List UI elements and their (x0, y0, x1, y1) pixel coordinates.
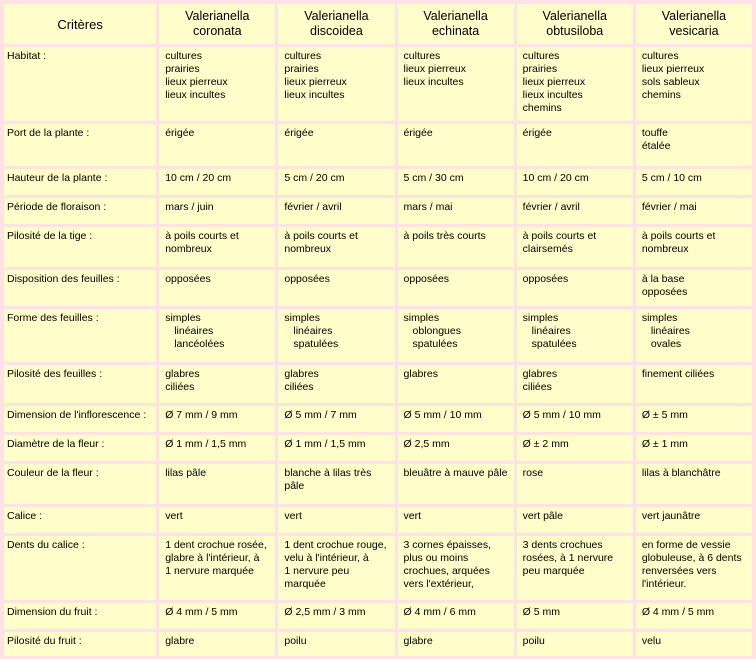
table-cell (517, 227, 633, 267)
table-cell (159, 309, 275, 362)
cell-line: mars / mai (403, 201, 453, 213)
cell-line: glabre à l'intérieur, à (165, 552, 260, 564)
cell-line: opposées (284, 273, 330, 285)
cell-line: vert (284, 510, 302, 522)
table-cell (159, 227, 275, 267)
table-cell (398, 124, 514, 166)
cell-line: à poils très courts (403, 230, 486, 242)
table-row (4, 124, 752, 166)
table-cell (398, 406, 514, 432)
cell-line: 1 dent crochue rosée, (165, 539, 267, 551)
cell-line: 10 cm / 20 cm (522, 172, 589, 184)
table-cell (517, 270, 633, 306)
criterion-label: Couleur de la fleur : (4, 464, 156, 504)
cell-line: vert (403, 510, 422, 522)
cell-line: ciliées (284, 381, 314, 393)
cell-line: simples (165, 312, 201, 324)
table-cell (159, 47, 275, 121)
table-cell (159, 536, 275, 600)
table-cell (636, 169, 752, 195)
criterion-label: Hauteur de la plante : (4, 169, 156, 195)
table-cell (517, 507, 633, 533)
cell-line: prairies (522, 63, 558, 75)
table-cell (517, 435, 633, 461)
table-row (4, 169, 752, 195)
table-cell (159, 270, 275, 306)
table-cell (636, 435, 752, 461)
table-cell (517, 198, 633, 224)
cell-line: lilas pâle (165, 467, 207, 479)
table-cell (636, 198, 752, 224)
table-row (4, 198, 752, 224)
criterion-label: Disposition des feuilles : (4, 270, 156, 306)
species-header: Valerianella obtusiloba (517, 4, 633, 44)
cell-line: lieux incultes (284, 89, 345, 101)
cell-line: simples (284, 312, 320, 324)
cell-line: glabres (522, 368, 558, 380)
cell-line: Ø 5 mm / 10 mm (522, 409, 601, 421)
table-cell (517, 47, 633, 121)
cell-line: érigée (165, 127, 195, 139)
cell-line: février / mai (641, 201, 697, 213)
criterion-label: Pilosité des feuilles : (4, 365, 156, 403)
cell-line: Ø ± 1 mm (641, 438, 688, 450)
cell-line: Ø 4 mm / 5 mm (165, 606, 238, 618)
cell-line: Ø 5 mm (522, 606, 561, 618)
cell-line: poilu (522, 635, 545, 647)
table-row (4, 435, 752, 461)
cell-line: lieux pierreux (284, 76, 347, 88)
cell-line: clairsemés (522, 243, 573, 255)
cell-line: à poils courts et (284, 230, 358, 242)
cell-line: touffe (641, 127, 668, 139)
cell-line: 5 cm / 30 cm (403, 172, 464, 184)
cell-line: ciliées (522, 381, 552, 393)
cell-line: linéaires (174, 325, 214, 337)
cell-line: étalée (641, 140, 671, 152)
table-cell (517, 406, 633, 432)
table-cell (278, 227, 394, 267)
cell-line: glabres (165, 368, 200, 380)
cell-line: cultures (284, 50, 322, 62)
cell-line: linéaires (293, 325, 333, 337)
table-cell (278, 169, 394, 195)
cell-line: finement ciliées (641, 368, 715, 380)
cell-line: prairies (284, 63, 319, 75)
table-cell (636, 227, 752, 267)
table-cell (278, 507, 394, 533)
comparison-table (1, 1, 755, 659)
table-cell (278, 536, 394, 600)
table-row (4, 507, 752, 533)
table-cell (398, 435, 514, 461)
criterion-label: Habitat : (4, 47, 156, 121)
cell-line: cultures (165, 50, 202, 62)
table-cell (398, 309, 514, 362)
table-cell (159, 464, 275, 504)
cell-line: ciliées (165, 381, 195, 393)
table-row (4, 309, 752, 362)
table-cell (636, 47, 752, 121)
table-cell (398, 603, 514, 629)
cell-line: 3 cornes épaisses, (403, 539, 492, 551)
cell-line: sols sableux (641, 76, 700, 88)
cell-line: vert (165, 510, 183, 522)
cell-line: Ø ± 5 mm (641, 409, 688, 421)
table-row (4, 365, 752, 403)
cell-line: opposées (403, 273, 450, 285)
criteria-header: Critères (4, 4, 156, 44)
cell-line: lilas à blanchâtre (641, 467, 721, 479)
cell-line: simples (403, 312, 440, 324)
cell-line: 10 cm / 20 cm (165, 172, 232, 184)
cell-line: à la base (641, 273, 685, 285)
table-cell (159, 435, 275, 461)
table-cell (278, 435, 394, 461)
cell-line: simples (522, 312, 559, 324)
criterion-label: Calice : (4, 507, 156, 533)
cell-line: Ø 1 mm / 1,5 mm (284, 438, 366, 450)
table-cell (517, 365, 633, 403)
cell-line: février / avril (522, 201, 580, 213)
cell-line: vert jaunâtre (641, 510, 701, 522)
cell-line: Ø 7 mm / 9 mm (165, 409, 238, 421)
cell-line: érigée (403, 127, 433, 139)
table-row (4, 632, 752, 656)
criterion-label: Dents du calice : (4, 536, 156, 600)
species-header: Valerianella echinata (398, 4, 514, 44)
table-cell (159, 124, 275, 166)
table-cell (278, 270, 394, 306)
cell-line: Ø 4 mm / 6 mm (403, 606, 476, 618)
species-header: Valerianella vesicaria (636, 4, 752, 44)
cell-line: à poils courts et (522, 230, 597, 242)
table-cell (636, 124, 752, 166)
cell-line: lieux pierreux (522, 76, 586, 88)
cell-line: chemins (522, 102, 562, 114)
cell-line: Ø 1 mm / 1,5 mm (165, 438, 247, 450)
cell-line: Ø 5 mm / 7 mm (284, 409, 357, 421)
criterion-label: Forme des feuilles : (4, 309, 156, 362)
table-cell (398, 507, 514, 533)
cell-line: lieux pierreux (403, 63, 466, 75)
cell-line: simples (641, 312, 678, 324)
cell-line: 5 cm / 10 cm (641, 172, 702, 184)
cell-line: crochues, arquées (403, 565, 490, 577)
table-cell (517, 309, 633, 362)
table-row (4, 227, 752, 267)
cell-line: nombreux (641, 243, 689, 255)
cell-line: à poils courts et (165, 230, 239, 242)
table-cell (278, 632, 394, 656)
cell-line: lieux incultes (165, 89, 226, 101)
cell-line: opposées (165, 273, 211, 285)
cell-line: Ø 2,5 mm (403, 438, 450, 450)
cell-line: marquée (284, 578, 326, 590)
cell-line: nombreux (284, 243, 332, 255)
cell-line: ovales (650, 338, 682, 350)
table-cell (636, 406, 752, 432)
table-cell (398, 198, 514, 224)
table-cell (159, 365, 275, 403)
table-cell (636, 464, 752, 504)
species-header: Valerianella discoidea (278, 4, 394, 44)
table-cell (278, 198, 394, 224)
table-cell (636, 270, 752, 306)
cell-line: érigée (522, 127, 552, 139)
criterion-label: Port de la plante : (4, 124, 156, 166)
table-cell (278, 603, 394, 629)
cell-line: globuleuse, à 6 dents (641, 552, 742, 564)
criterion-label: Période de floraison : (4, 198, 156, 224)
table-cell (636, 536, 752, 600)
cell-line: rose (522, 467, 544, 479)
cell-line: érigée (284, 127, 314, 139)
cell-line: velu (641, 635, 662, 647)
table-cell (278, 365, 394, 403)
cell-line: prairies (165, 63, 200, 75)
criterion-label: Dimension de l'inflorescence : (4, 406, 156, 432)
table-cell (517, 124, 633, 166)
species-header: Valerianella coronata (159, 4, 275, 44)
cell-line: vers l'extérieur, (403, 578, 474, 590)
table-cell (159, 198, 275, 224)
table-cell (517, 603, 633, 629)
cell-line: février / avril (284, 201, 342, 213)
cell-line: rosées, à 1 nervure (522, 552, 614, 564)
cell-line: cultures (522, 50, 560, 62)
cell-line: linéaires (531, 325, 571, 337)
cell-line: lieux incultes (403, 76, 464, 88)
table-cell (159, 507, 275, 533)
cell-line: opposées (641, 286, 688, 298)
table-cell (278, 406, 394, 432)
cell-line: oblongues (412, 325, 461, 337)
cell-line: mars / juin (165, 201, 214, 213)
cell-line: 1 dent crochue rouge, (284, 539, 387, 551)
cell-line: spatulées (293, 338, 339, 350)
table-row (4, 464, 752, 504)
cell-line: opposées (522, 273, 569, 285)
table-row (4, 47, 752, 121)
table-cell (636, 309, 752, 362)
cell-line: glabre (165, 635, 195, 647)
cell-line: glabres (403, 368, 438, 380)
cell-line: 1 nervure marquée (165, 565, 254, 577)
table-cell (398, 270, 514, 306)
cell-line: nombreux (165, 243, 212, 255)
cell-line: lancéolées (174, 338, 225, 350)
cell-line: chemins (641, 89, 681, 101)
cell-line: lieux incultes (522, 89, 583, 101)
cell-line: bleuâtre à mauve pâle (403, 467, 508, 479)
criterion-label: Diamètre de la fleur : (4, 435, 156, 461)
table-cell (278, 124, 394, 166)
table-cell (398, 365, 514, 403)
cell-line: cultures (641, 50, 679, 62)
table-cell (636, 632, 752, 656)
cell-line: velu à l'intérieur, à (284, 552, 369, 564)
table-row (4, 603, 752, 629)
table-cell (159, 406, 275, 432)
cell-line: Ø 4 mm / 5 mm (641, 606, 715, 618)
cell-line: glabres (284, 368, 319, 380)
cell-line: poilu (284, 635, 307, 647)
cell-line: blanche à lilas très (284, 467, 372, 479)
cell-line: en forme de vessie (641, 539, 731, 551)
criterion-label: Dimension du fruit : (4, 603, 156, 629)
table-cell (636, 507, 752, 533)
table-cell (159, 169, 275, 195)
table-cell (398, 464, 514, 504)
table-row (4, 270, 752, 306)
cell-line: 3 dents crochues (522, 539, 603, 551)
cell-line: à poils courts et (641, 230, 716, 242)
criterion-label: Pilosité de la tige : (4, 227, 156, 267)
table-cell (398, 227, 514, 267)
table-cell (278, 464, 394, 504)
table-cell (636, 365, 752, 403)
table-cell (278, 309, 394, 362)
cell-line: Ø 5 mm / 10 mm (403, 409, 482, 421)
table-row (4, 536, 752, 600)
table-cell (398, 169, 514, 195)
cell-line: peu marquée (522, 565, 585, 577)
table-cell (398, 47, 514, 121)
table-cell (159, 603, 275, 629)
cell-line: vert pâle (522, 510, 563, 522)
cell-line: 5 cm / 20 cm (284, 172, 345, 184)
table-cell (517, 536, 633, 600)
header-row (4, 4, 752, 44)
cell-line: linéaires (650, 325, 690, 337)
table-cell (636, 603, 752, 629)
cell-line: lieux pierreux (641, 63, 705, 75)
criterion-label: Pilosité du fruit : (4, 632, 156, 656)
cell-line: spatulées (531, 338, 577, 350)
table-cell (278, 47, 394, 121)
cell-line: pâle (284, 480, 305, 492)
cell-line: l'intérieur. (641, 578, 687, 590)
cell-line: cultures (403, 50, 441, 62)
cell-line: Ø ± 2 mm (522, 438, 569, 450)
cell-line: spatulées (412, 338, 458, 350)
cell-line: lieux pierreux (165, 76, 228, 88)
cell-line: glabre (403, 635, 433, 647)
table-cell (517, 169, 633, 195)
cell-line: Ø 2,5 mm / 3 mm (284, 606, 366, 618)
cell-line: plus ou moins (403, 552, 469, 564)
table-cell (398, 536, 514, 600)
cell-line: renversées vers (641, 565, 717, 577)
table-cell (159, 632, 275, 656)
cell-line: 1 nervure peu (284, 565, 350, 577)
table-cell (398, 632, 514, 656)
table-row (4, 406, 752, 432)
table-cell (517, 632, 633, 656)
table-cell (517, 464, 633, 504)
